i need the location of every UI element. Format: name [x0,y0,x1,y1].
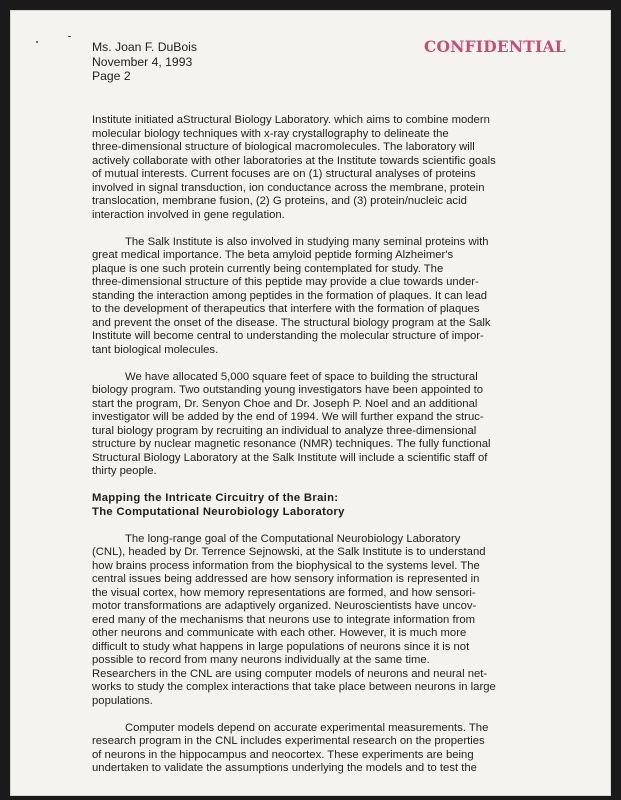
paragraph [92,371,532,479]
text-line: of mutual interests. Current focuses are on (1) structural analyses of proteins [92,168,476,180]
text-line: the visual cortex, how memory representations are formed, and how sensori- [92,586,476,599]
text-line: motor transformations are adaptively organized. Neuroscientists have uncov- [92,600,477,612]
text-line: translocation, membrane fusion, (2) G proteins, and (3) protein/nucleic acid [92,195,467,207]
text-line: interaction involved in gene regulation. [92,208,285,221]
text-line: Structural Biology Laboratory at the Salk Institute will include a scientific staff of [92,451,488,464]
paper-speck [36,41,38,43]
text-line: populations. [92,694,153,707]
text-line: possible to record from many neurons individually at the same time. [92,654,430,666]
text-line: molecular biology techniques with x-ray crystallography to delineate the [92,127,449,140]
text-line: difficult to study what happens in large populations of neurons since it is not [92,640,470,653]
paragraph [92,533,532,709]
text-line: tant biological molecules. [92,343,219,356]
recipient-name: Ms. Joan F. DuBois [92,40,197,54]
text-line: three-dimensional structure of biological macromolecules. The laboratory will [92,141,475,153]
text-line: involved in signal transduction, ion conductance across the membrane, protein [92,181,485,194]
text-line: undertaken to validate the assumptions underlying the models and to test the [92,762,477,774]
paper-speck [68,36,71,37]
text-line: tural biology program by recruiting an individual to analyze three-dimensional [92,424,477,437]
text-line: three-dimensional structure of this peptide may provide a clue towards under- [92,276,479,288]
text-line: investigator will be added by the end of 1994. We will further expand the struc- [92,411,484,423]
paragraph [92,114,532,222]
section-heading-line-2: The Computational Neurobiology Laboratory [92,505,345,518]
neurobiology-section [92,533,532,776]
text-line: to the development of therapeutics that interfere with the formation of plaques [92,303,480,315]
text-line: research program in the CNL includes experimental research on the properties [92,735,485,747]
text-line: other neurons and communicate with each other. However, it is much more [92,627,467,639]
letter-body [92,114,532,789]
text-line: Computer models depend on accurate experimental measurements. The [125,721,489,734]
text-line: how brains process information from the biophysical to the systems level. The [92,559,480,572]
paragraph [92,722,532,776]
text-line: of neurons in the hippocampus and neocortex. These experiments are being [92,748,474,761]
structural-biology-section [92,114,532,479]
text-line: Institute initiated aStructural Biology Laboratory. which aims to combine modern [92,114,490,126]
text-line: Researchers in the CNL are using computer models of neurons and neural net- [92,667,488,680]
text-line: The long-range goal of the Computational Neurobiology Laboratory [125,532,461,545]
text-line: (CNL), headed by Dr. Terrence Sejnowski, at the Salk Institute is to understand [92,546,486,558]
letter-header [92,40,197,84]
text-line: central issues being addressed are how sensory information is represented in [92,573,480,585]
section-heading [92,492,532,519]
text-line: The Salk Institute is also involved in studying many seminal proteins with [125,235,489,248]
page-number: Page 2 [92,69,131,83]
text-line: actively collaborate with other laboratories at the Institute towards scientific goals [92,154,496,167]
confidential-stamp: CONFIDENTIAL [424,37,566,56]
text-line: Institute will become central to understanding the molecular structure of impor- [92,330,484,342]
text-line: We have allocated 5,000 square feet of space to building the structural [125,370,478,383]
text-line: ered many of the mechanisms that neurons use to integrate information from [92,613,476,626]
text-line: biology program. Two outstanding young investigators have been appointed to [92,384,484,396]
paragraph [92,236,532,358]
text-line: standing the interaction among peptides in the formation of plaques. It can lead [92,289,488,302]
text-line: structure by nuclear magnetic resonance (NMR) techniques. The fully functional [92,438,491,450]
text-line: great medical importance. The beta amyloid peptide forming Alzheimer's [92,249,454,261]
text-line: thirty people. [92,465,157,477]
text-line: works to study the complex interactions that take place between neurons in large [92,681,496,693]
letter-date: November 4, 1993 [92,54,193,69]
section-heading-line-1: Mapping the Intricate Circuitry of the Brain: [92,492,339,504]
text-line: plaque is one such protein currently being contemplated for study. The [92,262,444,275]
text-line: and prevent the onset of the disease. The structural biology program at the Salk [92,316,491,329]
text-line: start the program, Dr. Senyon Choe and Dr. Joseph P. Noel and an additional [92,397,478,410]
